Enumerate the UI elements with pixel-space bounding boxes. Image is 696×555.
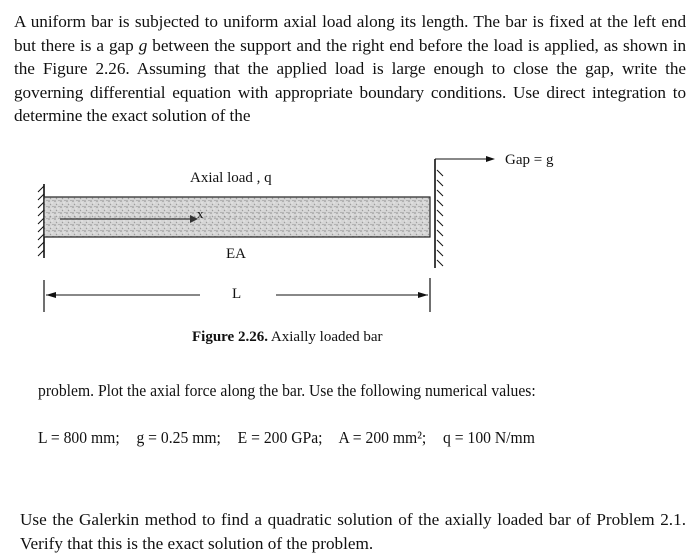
gap-arrow-head <box>486 156 495 162</box>
numerical-values <box>38 428 548 448</box>
problem-text-part2: between the support and the right end before the load is applied, as shown in the Figure 2.26. Assuming that the applied load is large enough to close the gap, write the governing differential equation with appropriate boundary conditions. Use direct integration to determine the exact solution of the <box>14 35 686 126</box>
right-support <box>435 156 495 268</box>
figure-number: Figure 2.26. <box>192 329 268 345</box>
gap-label: Gap = g <box>505 152 554 168</box>
axial-bar <box>44 197 430 237</box>
left-fixed-support <box>38 184 44 258</box>
value-q: q = 100 N/mm <box>443 428 535 447</box>
gap-symbol: g <box>138 35 148 55</box>
value-g: g = 0.25 mm; <box>136 428 221 447</box>
value-E: E = 200 GPa; <box>237 428 323 447</box>
continuation-text: problem. Plot the axial force along the bar. Use the following numerical values: <box>38 381 536 400</box>
bar-diagram <box>0 140 696 360</box>
problem-statement <box>14 10 686 128</box>
axial-load-label: Axial load , q <box>190 170 272 186</box>
value-A: A = 200 mm²; <box>338 428 427 447</box>
bar-figure <box>0 140 696 360</box>
figure-caption-text: Axially loaded bar <box>270 329 383 345</box>
figure-caption <box>192 329 383 346</box>
x-axis-label: x <box>197 206 204 221</box>
value-L: L = 800 mm; <box>38 428 120 447</box>
length-label: L <box>232 286 242 302</box>
problem-text-part1: A uniform bar is subjected to uniform axial load along its length. The bar is fixed at the left end but there is a gap <box>14 12 686 55</box>
ea-label: EA <box>226 246 246 262</box>
next-problem-text: Use the Galerkin method to find a quadratic solution of the axially loaded bar of Problem 2.1. Verify that this is the exact solution of the problem. <box>20 510 686 553</box>
